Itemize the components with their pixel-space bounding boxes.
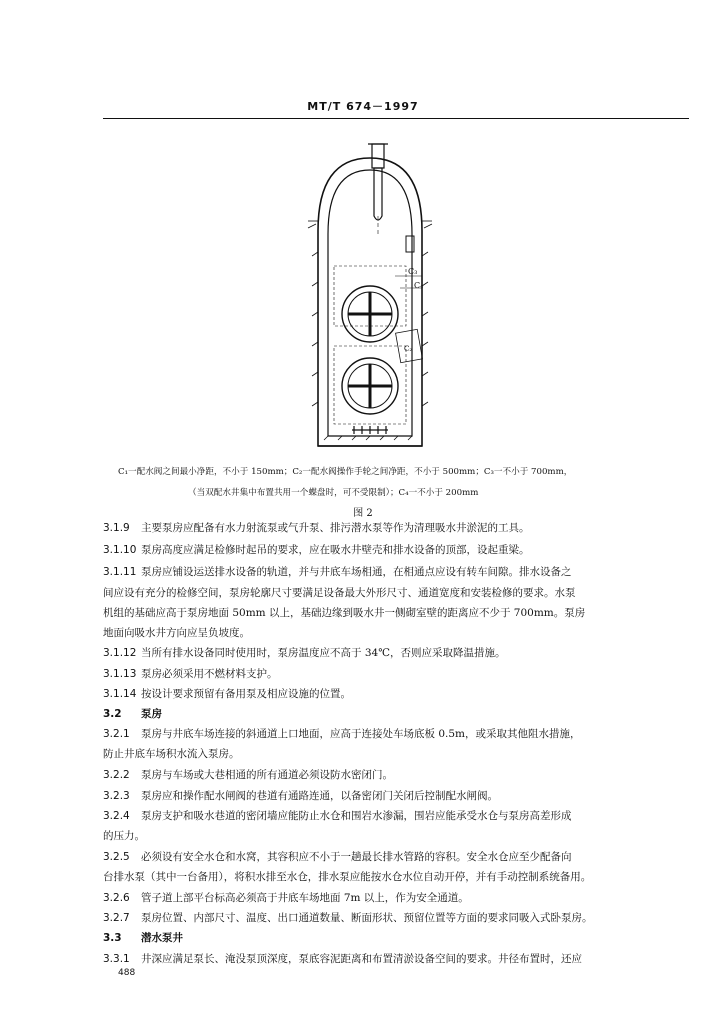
text-line (103, 951, 688, 966)
figure-2-diagram (290, 136, 450, 466)
section-heading (103, 706, 688, 721)
label-c4: C₄ (414, 281, 424, 290)
text-line (103, 869, 688, 884)
section-heading (103, 930, 688, 945)
text-line (103, 726, 688, 741)
clause-text: 泵房与车场或大巷相通的所有通道必须设防水密闭门。 (141, 769, 393, 781)
text-line (103, 746, 688, 761)
clause-text: 间应设有充分的检修空间，泵房轮廓尺寸要满足设备最大外形尺寸、通道宽度和安装检修的要求。水泵 (103, 587, 576, 599)
text-line (103, 542, 688, 557)
section-title: 泵房 (141, 708, 162, 720)
clause-number: 3.1.11 (103, 566, 137, 578)
figure-label: 图 2 (353, 508, 373, 519)
text-line (103, 666, 688, 681)
figure-caption-line-2: （当双配水井集中布置共用一个蝶盘时，可不受限制）；C₄一不小于 200mm (188, 488, 479, 498)
text-line (103, 605, 688, 620)
text-line (103, 625, 688, 640)
text-line (103, 564, 688, 579)
clause-text: 泵房高度应满足检修时起吊的要求，应在吸水井壁壳和排水设备的顶部，设起重梁。 (141, 544, 530, 556)
clause-text: 必须设有安全水仓和水窝，其容积应不小于一趟最长排水管路的容积。安全水仓应至少配备向 (141, 851, 572, 863)
text-line (103, 520, 688, 535)
clause-text: 泵房应铺设运送排水设备的轨道，并与井底车场相通，在相通点应设有转车间隙。排水设备之 (141, 566, 572, 578)
text-line (103, 910, 688, 925)
clause-number: 3.1.10 (103, 544, 137, 556)
text-line (103, 645, 688, 660)
clause-text: 泵房应和操作配水闸阀的巷道有通路连通，以备密闭门关闭后控制配水闸阀。 (141, 790, 498, 802)
clause-number: 3.1.14 (103, 688, 137, 700)
clause-text: 泵房与井底车场连接的斜通道上口地面，应高于连接处车场底板 0.5m，或采取其他阻水措施， (141, 728, 581, 740)
clause-text: 管子道上部平台标高必须高于井底车场地面 7m 以上，作为安全通道。 (141, 892, 469, 904)
clause-number: 3.2.6 (103, 892, 130, 904)
text-line (103, 585, 688, 600)
section-number: 3.3 (103, 932, 122, 944)
text-line (103, 808, 688, 823)
clause-text: 防止井底车场积水流入泵房。 (103, 748, 240, 760)
clause-number: 3.2.2 (103, 769, 130, 781)
text-line (103, 849, 688, 864)
clause-text: 机组的基础应高于泵房地面 50mm 以上，基础边缘到吸水井一侧砌室壁的距离应不少于 700mm。泵房 (103, 607, 586, 619)
text-line (103, 788, 688, 803)
figure-caption-line-1: C₁一配水阀之间最小净距，不小于 150mm；C₂一配水阀操作手轮之间净距，不小于 500mm；C₃一不小于 700mm， (118, 467, 573, 477)
clause-number: 3.2.4 (103, 810, 130, 822)
clause-text: 主要泵房应配备有水力射流泵或气升泵、排污潜水泵等作为清理吸水井淤泥的工具。 (141, 522, 530, 534)
text-line (103, 828, 688, 843)
clause-text: 泵房位置、内部尺寸、温度、出口通道数量、断面形状、预留位置等方面的要求同吸入式卧泵房。 (141, 912, 593, 924)
clause-text: 按设计要求预留有备用泵及相应设施的位置。 (141, 688, 351, 700)
text-line (103, 686, 688, 701)
clause-text: 井深应满足泵长、淹没泵顶深度，泵底容泥距离和布置清淤设备空间的要求。井径布置时，还应 (141, 953, 582, 965)
label-c3: C₃ (408, 267, 418, 276)
clause-text: 地面向吸水井方向应呈负坡度。 (103, 627, 250, 639)
clause-text: 泵房支护和吸水巷道的密闭墙应能防止水仓和围岩水渗漏，围岩应能承受水仓与泵房高差形成 (141, 810, 572, 822)
section-title: 潜水泵井 (141, 932, 183, 944)
clause-number: 3.1.12 (103, 647, 137, 659)
text-line (103, 890, 688, 905)
page-number: 488 (118, 968, 136, 978)
page-header: MT/T 674－1997 (307, 100, 419, 113)
clause-text: 泵房必须采用不燃材料支护。 (141, 668, 278, 680)
clause-number: 3.2.7 (103, 912, 130, 924)
clause-number: 3.2.1 (103, 728, 130, 740)
header-rule (103, 118, 689, 119)
label-c2: C₂ (404, 345, 413, 353)
clause-text: 的压力。 (103, 830, 145, 842)
clause-number: 3.2.3 (103, 790, 130, 802)
section-number: 3.2 (103, 708, 122, 720)
clause-number: 3.3.1 (103, 953, 130, 965)
clause-text: 当所有排水设备同时使用时，泵房温度应不高于 34℃，否则应采取降温措施。 (141, 647, 506, 659)
clause-number: 3.1.9 (103, 522, 130, 534)
clause-number: 3.1.13 (103, 668, 137, 680)
clause-number: 3.2.5 (103, 851, 130, 863)
text-line (103, 767, 688, 782)
clause-text: 台排水泵（其中一台备用），将积水排至水仓，排水泵应能按水仓水位自动开停，并有手动控制系统备用。 (103, 871, 592, 883)
